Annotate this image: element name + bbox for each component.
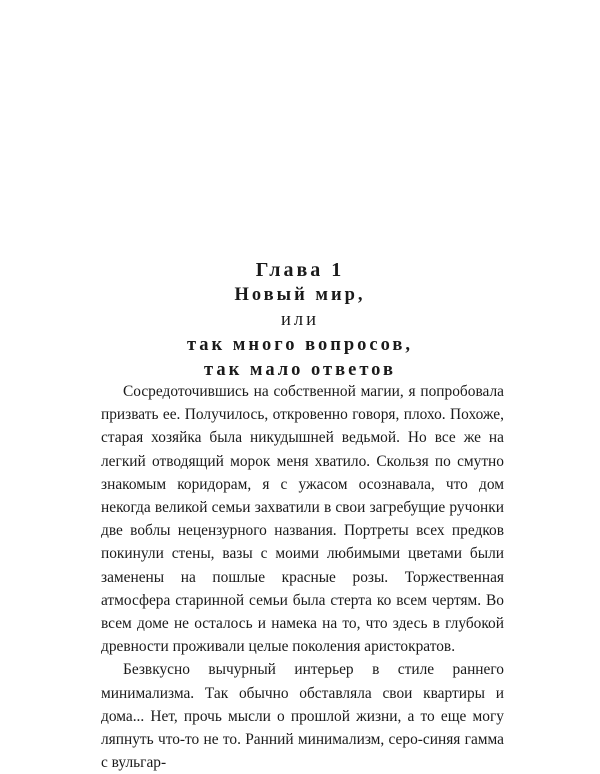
- chapter-title-line: или: [280, 310, 320, 330]
- paragraph: Безвкусно вычурный интерьер в стиле раннего минимализма. Так обычно обставляла свои квартиры и дома... Нет, прочь мысли о прошлой жизни, а то еще могу ляпнуть что-то не то. Ранний минимализм, серо-синяя гамма с вульгар-: [101, 661, 504, 772]
- chapter-title-line: Новый мир,: [234, 285, 366, 305]
- paragraph: Сосредоточившись на собственной магии, я попробовала призвать ее. Получилось, откровенно говоря, плохо. Похоже, старая хозяйка была никудышней ведьмой. Но все же на легкий отводящий морок меня хватило. Скользя по смутно знакомым коридорам, я с ужасом осознавала, что дом некогда великой семьи захватили в свои загребущие ручонки две воблы нецензурного названия. Портреты всех предков покинули стены, вазы с моими любимыми цветами были заменены на пошлые красные розы. Торжественная атмосфера старинной семьи была стерта ко всем чертям. Во всем доме не осталось и намека на то, что здесь в глубокой древности проживали целые поколения аристократов.: [101, 383, 504, 656]
- chapter-label: Глава 1: [255, 259, 345, 281]
- chapter-body: [101, 380, 504, 774]
- chapter-heading: [0, 258, 600, 383]
- chapter-title-line: так много вопросов,: [186, 335, 414, 355]
- chapter-title-line: так мало ответов: [204, 360, 396, 380]
